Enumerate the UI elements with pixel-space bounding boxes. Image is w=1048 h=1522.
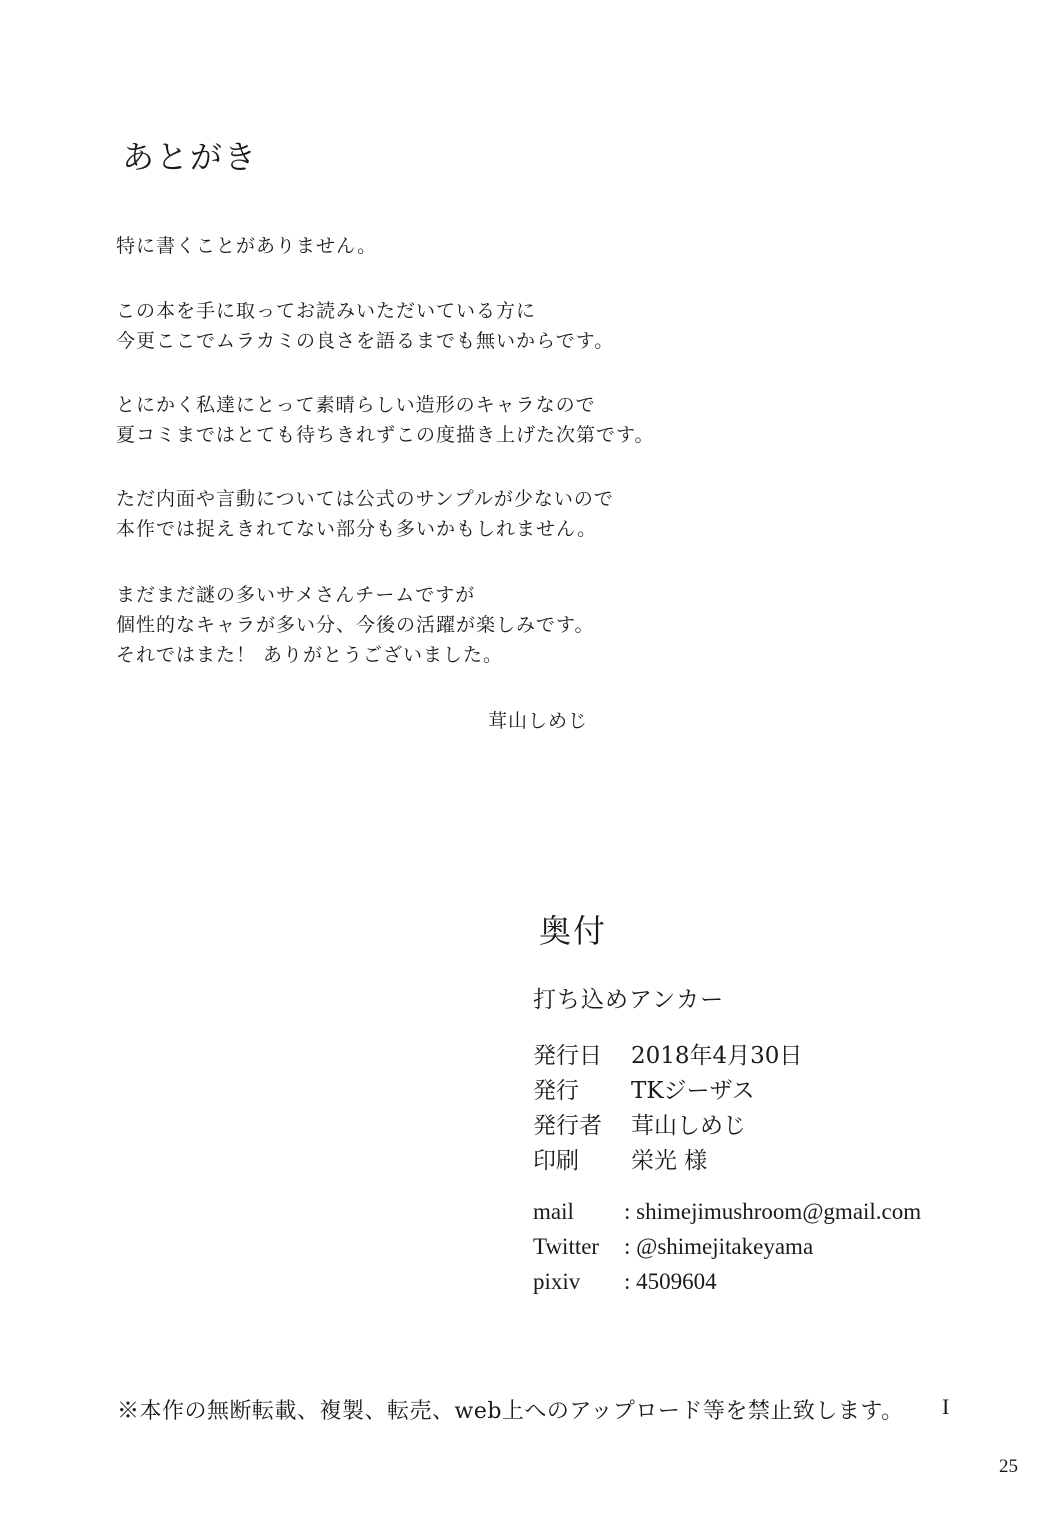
paragraph-line: 本作では捉えきれてない部分も多いかもしれません。 — [116, 518, 598, 540]
info-row-publisher — [533, 1075, 755, 1107]
afterword-paragraph-4 — [116, 484, 614, 544]
copyright-notice: ※本作の無断転載、複製、転売、web上へのアップロード等を禁止致します。 — [117, 1399, 904, 1424]
info-row-issuer — [533, 1110, 746, 1142]
info-label: 発行日 — [533, 1043, 602, 1069]
book-title: 打ち込めアンカー — [533, 987, 725, 1013]
contact-row-pixiv — [533, 1266, 717, 1298]
contact-row-mail — [533, 1196, 921, 1228]
info-label: 印刷 — [533, 1148, 579, 1174]
paragraph-line: ただ内面や言動については公式のサンプルが少ないので — [116, 488, 614, 510]
author-signature: 茸山しめじ — [488, 710, 589, 732]
contact-label: Twitter — [533, 1234, 600, 1259]
page-number: 25 — [999, 1456, 1018, 1477]
paragraph-line: 今更ここでムラカミの良さを語るまでも無いからです。 — [116, 330, 615, 352]
paragraph-line: それではまた！ ありがとうございました。 — [116, 644, 504, 666]
paragraph-line: この本を手に取ってお読みいただいている方に — [116, 300, 537, 322]
info-value: 茸山しめじ — [631, 1113, 746, 1139]
info-value: 2018年4月30日 — [631, 1043, 803, 1069]
paragraph-line: 個性的なキャラが多い分、今後の活躍が楽しみです。 — [116, 614, 595, 636]
afterword-paragraph-5 — [116, 580, 594, 670]
contact-value: : 4509604 — [624, 1269, 717, 1294]
paragraph-line: とにかく私達にとって素晴らしい造形のキャラなので — [116, 394, 596, 416]
contact-value: : @shimejitakeyama — [624, 1234, 814, 1259]
info-value: 栄光 様 — [631, 1148, 708, 1174]
contact-label: pixiv — [533, 1269, 581, 1294]
info-row-publish-date — [533, 1040, 802, 1072]
paragraph-line: 夏コミまではとても待ちきれずこの度描き上げた次第です。 — [116, 424, 655, 446]
contact-value: : shimejimushroom@gmail.com — [624, 1199, 922, 1224]
paragraph-line: 特に書くことがありません。 — [116, 235, 378, 257]
info-value: TKジーザス — [631, 1078, 755, 1104]
afterword-paragraph-1 — [116, 231, 377, 261]
colophon-title: 奥付 — [539, 912, 608, 950]
paragraph-line: まだまだ謎の多いサメさんチームですが — [116, 584, 476, 606]
info-row-printer — [533, 1145, 707, 1177]
afterword-title: あとがき — [122, 138, 259, 176]
contact-row-twitter — [533, 1231, 813, 1263]
afterword-paragraph-3 — [116, 390, 654, 450]
contact-label: mail — [533, 1199, 574, 1224]
afterword-paragraph-2 — [116, 296, 614, 356]
info-label: 発行者 — [533, 1113, 602, 1139]
notice-mark: I — [942, 1394, 950, 1419]
info-label: 発行 — [533, 1078, 579, 1104]
